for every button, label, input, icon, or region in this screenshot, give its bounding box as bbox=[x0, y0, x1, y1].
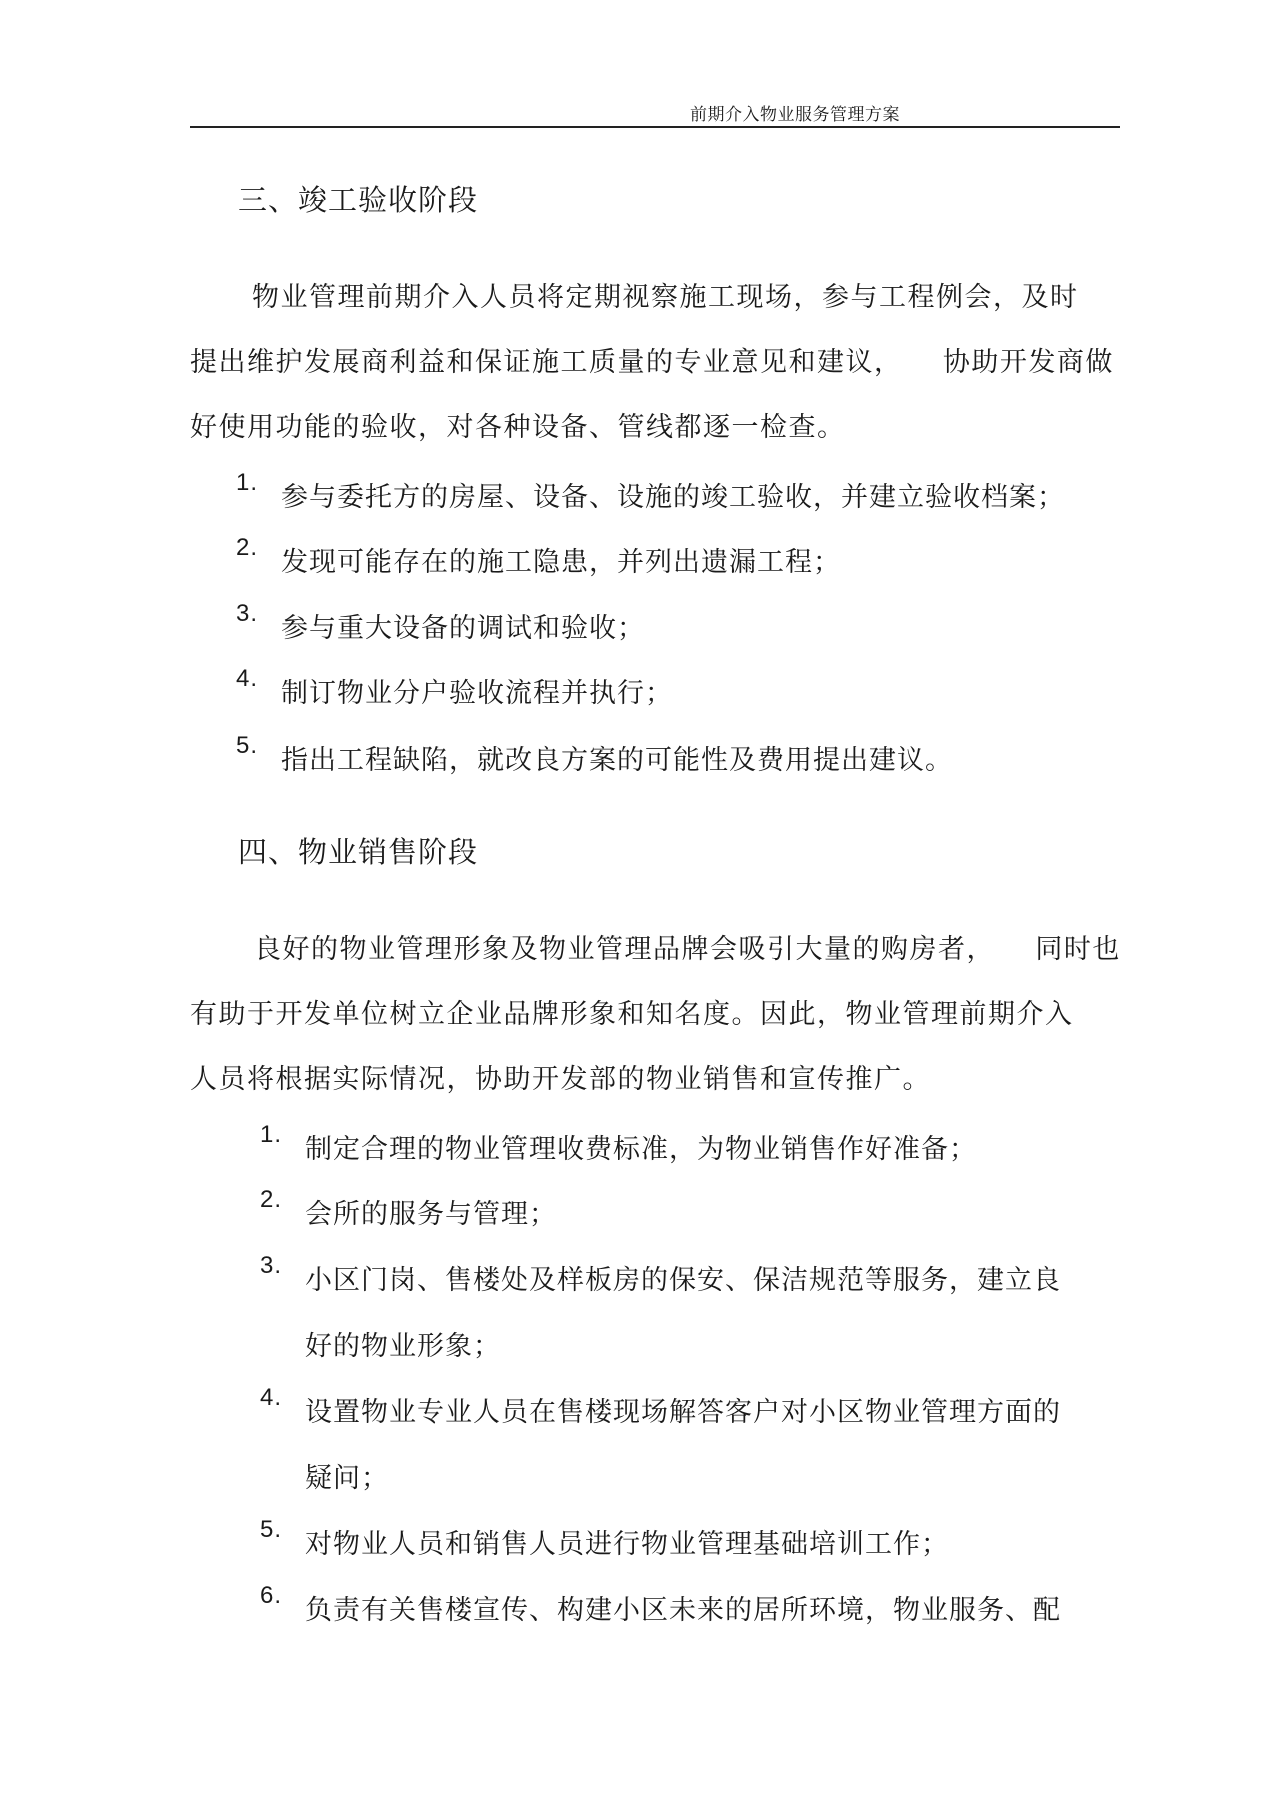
list-item-text: 小区门岗、售楼处及样板房的保安、保洁规范等服务，建立良 bbox=[305, 1265, 1061, 1296]
list-item-number: 1. bbox=[260, 1121, 283, 1148]
list-item-text: 对物业人员和销售人员进行物业管理基础培训工作； bbox=[305, 1529, 949, 1560]
list-item-text: 参与重大设备的调试和验收； bbox=[281, 613, 645, 644]
list-item-number: 5. bbox=[236, 732, 259, 759]
list-item-number: 4. bbox=[236, 665, 259, 692]
section-4-paragraph-line: 有助于开发单位树立企业品牌形象和知名度。因此，物业管理前期介入 bbox=[190, 999, 1074, 1030]
list-item-number: 2. bbox=[260, 1186, 283, 1213]
list-item-text: 制定合理的物业管理收费标准，为物业销售作好准备； bbox=[305, 1134, 977, 1165]
list-item-text: 参与委托方的房屋、设备、设施的竣工验收，并建立验收档案； bbox=[281, 482, 1065, 513]
list-item-text: 发现可能存在的施工隐患，并列出遗漏工程； bbox=[281, 547, 841, 578]
list-item-text: 指出工程缺陷，就改良方案的可能性及费用提出建议。 bbox=[281, 745, 953, 776]
list-item-number: 5. bbox=[260, 1516, 283, 1543]
list-item-number: 6. bbox=[260, 1582, 283, 1609]
list-item-number: 3. bbox=[236, 600, 259, 627]
list-item-number: 1. bbox=[236, 469, 259, 496]
section-4-paragraph-line: 人员将根据实际情况，协助开发部的物业销售和宣传推广。 bbox=[190, 1064, 931, 1095]
list-item-continuation: 疑问； bbox=[305, 1463, 389, 1494]
section-3-heading: 三、竣工验收阶段 bbox=[238, 183, 479, 217]
list-item-number: 3. bbox=[260, 1252, 283, 1279]
list-item bbox=[260, 1582, 1061, 1681]
list-item-text: 负责有关售楼宣传、构建小区未来的居所环境，物业服务、配 bbox=[305, 1595, 1061, 1626]
section-4-paragraph-line: 良好的物业管理形象及物业管理品牌会吸引大量的购房者， 同时也 bbox=[254, 934, 1121, 965]
section-3-paragraph-line: 提出维护发展商利益和保证施工质量的专业意见和建议， 协助开发商做 bbox=[190, 347, 1114, 378]
section-3-paragraph-line: 好使用功能的验收，对各种设备、管线都逐一检查。 bbox=[190, 412, 846, 443]
list-item-text: 制订物业分户验收流程并执行； bbox=[281, 678, 673, 709]
list-item-text: 会所的服务与管理； bbox=[305, 1199, 557, 1230]
page-header bbox=[190, 96, 1120, 128]
list-item bbox=[236, 732, 953, 831]
section-4-heading: 四、物业销售阶段 bbox=[238, 835, 479, 869]
section-3-paragraph-line: 物业管理前期介入人员将定期视察施工现场，参与工程例会，及时 bbox=[252, 282, 1079, 313]
list-item-continuation: 好的物业形象； bbox=[305, 1331, 501, 1362]
list-item-number: 2. bbox=[236, 534, 259, 561]
list-item-text: 设置物业专业人员在售楼现场解答客户对小区物业管理方面的 bbox=[305, 1397, 1061, 1428]
header-title: 前期介入物业服务管理方案 bbox=[690, 105, 900, 125]
list-item-number: 4. bbox=[260, 1384, 283, 1411]
